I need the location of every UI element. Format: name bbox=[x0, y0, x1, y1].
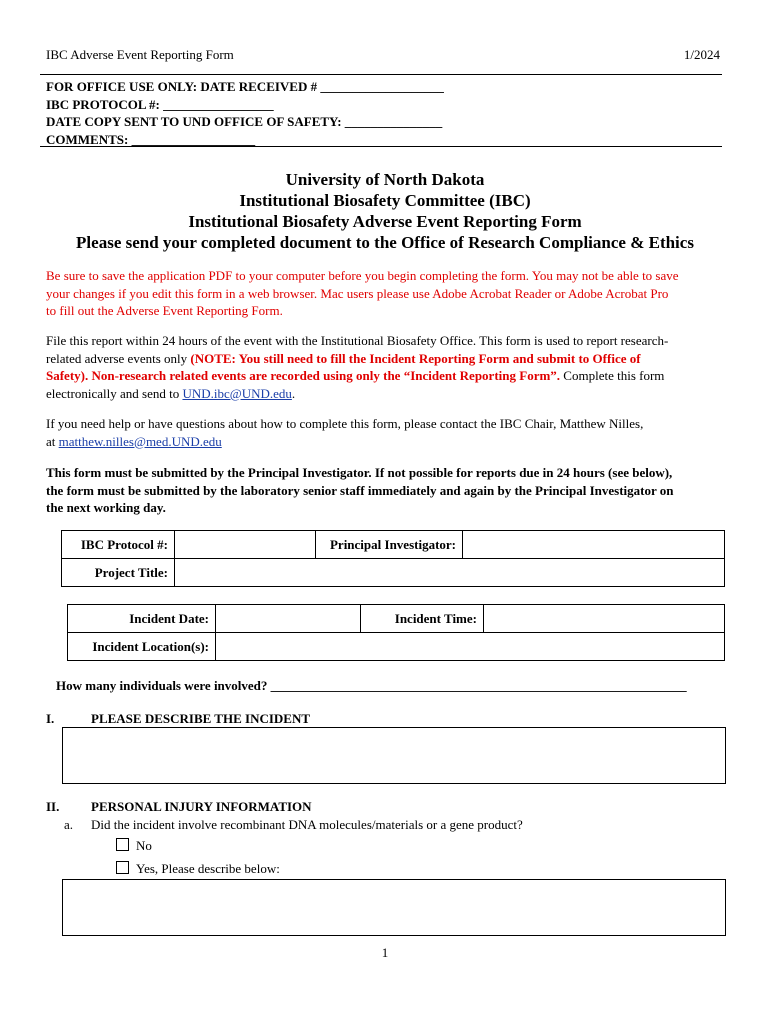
incident-time-label: Incident Time: bbox=[361, 605, 484, 633]
rdna-question: Did the incident involve recombinant DNA molecules/materials or a gene product? bbox=[91, 817, 523, 832]
no-checkbox[interactable] bbox=[116, 838, 129, 851]
pi-label: Principal Investigator: bbox=[316, 531, 463, 559]
incident-date-label: Incident Date: bbox=[68, 605, 216, 633]
individuals-question: How many individuals were involved? ________________________________________________________________ bbox=[56, 678, 687, 693]
office-date-received: FOR OFFICE USE ONLY: DATE RECEIVED # ___________________ bbox=[46, 79, 444, 94]
form-name-header: IBC Adverse Event Reporting Form bbox=[46, 47, 234, 62]
incident-location-label: Incident Location(s): bbox=[68, 633, 216, 661]
option-yes[interactable]: Yes, Please describe below: bbox=[116, 861, 280, 877]
office-comments: COMMENTS: ___________________ bbox=[46, 131, 256, 147]
project-title-input[interactable] bbox=[175, 559, 725, 587]
submission-note: This form must be submitted by the Principal Investigator. If not possible for reports due in 24 hours (see below), the form must be submitted by the laboratory senior staff immediately and again by the Principal Investigator on the next working day. bbox=[46, 465, 674, 515]
chair-email-link[interactable]: matthew.nilles@med.UND.edu bbox=[58, 433, 222, 449]
section1-heading: PLEASE DESCRIBE THE INCIDENT bbox=[91, 711, 311, 726]
version-date: 1/2024 bbox=[683, 47, 720, 62]
yes-checkbox[interactable] bbox=[116, 861, 129, 874]
header-rule bbox=[40, 74, 722, 75]
injury-description-box[interactable] bbox=[62, 879, 726, 936]
protocol-label: IBC Protocol #: bbox=[62, 531, 175, 559]
office-use-block bbox=[46, 78, 444, 148]
office-date-sent: DATE COPY SENT TO UND OFFICE OF SAFETY: _______________ bbox=[46, 114, 443, 129]
title-form: Institutional Biosafety Adverse Event Reporting Form bbox=[188, 212, 582, 231]
incident-date-input[interactable] bbox=[216, 605, 361, 633]
question-a-letter: a. bbox=[64, 817, 74, 832]
protocol-input[interactable] bbox=[175, 531, 316, 559]
title-committee: Institutional Biosafety Committee (IBC) bbox=[239, 191, 531, 210]
office-protocol: IBC PROTOCOL #: _________________ bbox=[46, 96, 274, 112]
section2-heading: PERSONAL INJURY INFORMATION bbox=[91, 799, 312, 814]
title-send-instructions: Please send your completed document to the Office of Research Compliance & Ethics bbox=[76, 233, 694, 252]
incident-location-input[interactable] bbox=[216, 633, 725, 661]
ibc-email-link[interactable]: UND.ibc@UND.edu bbox=[182, 385, 292, 401]
pi-input[interactable] bbox=[463, 531, 725, 559]
page-number: 1 bbox=[381, 945, 389, 960]
option-no[interactable]: No bbox=[116, 838, 152, 854]
project-title-label: Project Title: bbox=[62, 559, 175, 587]
filing-instructions: File this report within 24 hours of the event with the Institutional Biosafety Office. This form is used to report research- related adverse events only (NOTE: You still need to fill the Incident Reporting Form and submit to Office of Safety). Non-research related events are recorded using only the “Incident Reporting Form”. Complete this form electronically and send to UND.ibc@UND.edu. bbox=[46, 333, 669, 401]
incident-description-box[interactable] bbox=[62, 727, 726, 784]
office-rule bbox=[40, 146, 722, 147]
incident-table bbox=[67, 604, 725, 661]
protocol-table bbox=[61, 530, 725, 587]
section1-number: I. bbox=[46, 711, 55, 726]
title-university: University of North Dakota bbox=[285, 170, 485, 189]
incident-time-input[interactable] bbox=[484, 605, 725, 633]
section2-number: II. bbox=[46, 799, 60, 814]
save-warning: Be sure to save the application PDF to your computer before you begin completing the form. You may not be able to save your changes if you edit this form in a web browser. Mac users please use Adobe Acrobat Reader or Adobe Acrobat Pro to fill out the Adverse Event Reporting Form. bbox=[46, 268, 679, 318]
help-contact: If you need help or have questions about how to complete this form, please contact the IBC Chair, Matthew Nilles, at matthew.nilles@med.UND.edu bbox=[46, 416, 644, 449]
